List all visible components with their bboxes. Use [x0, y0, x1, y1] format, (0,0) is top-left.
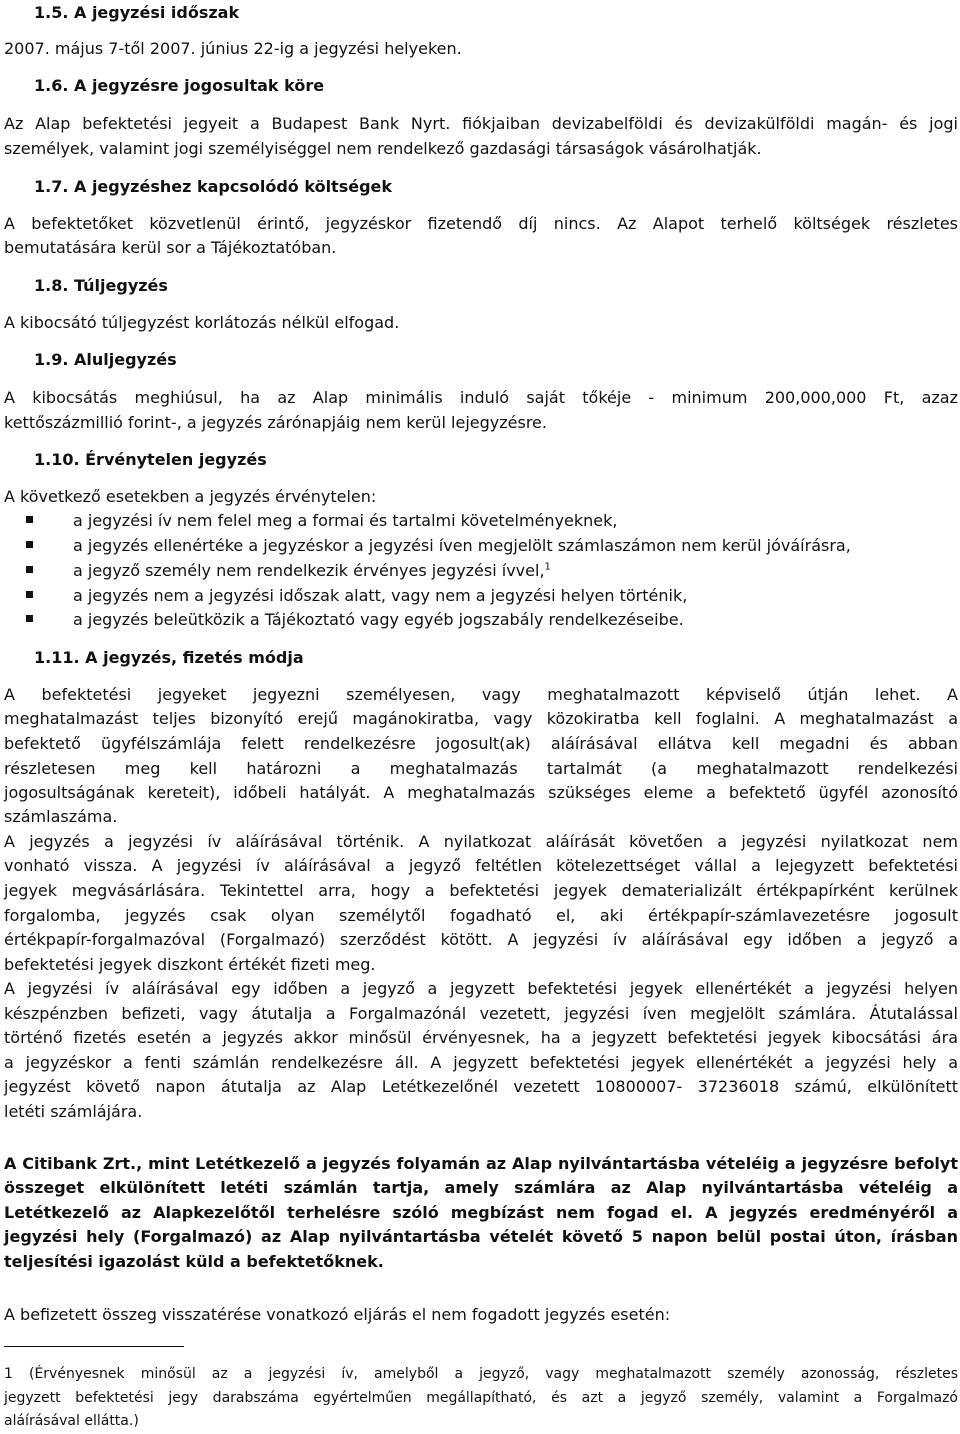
paragraph-line: jogosultságának kereteit), időbeli hatályát. A meghatalmazás szükséges eleme a befektető ügyfél azonosító [4, 783, 958, 802]
heading-1-11: 1.11. A jegyzés, fizetés módja [34, 648, 304, 667]
footnote-ref: 1 [544, 561, 551, 573]
footnote-divider [4, 1346, 184, 1347]
closing-paragraph: A befizetett összeg visszatérése vonatkozó eljárás el nem fogadott jegyzés esetén: [4, 1305, 671, 1324]
square-bullet-icon [26, 541, 33, 548]
paragraph-line: készpénzben befizeti, vagy átutalja a Forgalmazónál vezetett, jegyzési íven megjelölt számlára. Átutalással [4, 1004, 958, 1023]
bold-paragraph-line: összeget elkülönített letéti számlán tartja, amely számlára az Alap nyilvántartásba vételéig a [4, 1178, 958, 1197]
square-bullet-icon [26, 615, 33, 622]
paragraph-1-9-line-2: kettőszázmillió forint-, a jegyzés zárónapjáig nem kerül lejegyzésre. [4, 413, 547, 432]
paragraph-line: jegyek megvásárlására. Tekintettel arra, hogy a befektetési jegyek dematerializált értékpapírként kerülnek [4, 881, 958, 900]
heading-1-5: 1.5. A jegyzési időszak [34, 3, 240, 22]
paragraph-line: letéti számlájára. [4, 1102, 143, 1121]
paragraph-1-8: A kibocsátó túljegyzést korlátozás nélkül elfogad. [4, 313, 400, 332]
paragraph-1-7-line-2: bemutatására kerül sor a Tájékoztatóban. [4, 238, 337, 257]
paragraph-1-7-line-1: A befektetőket közvetlenül érintő, jegyzéskor fizetendő díj nincs. Az Alapot terhelő költségek részletes [4, 214, 958, 233]
paragraph-line: meghatalmazást teljes bizonyító erejű magánokiratba, vagy közokiratba kell foglalni. A meghatalmazást a [4, 709, 958, 728]
paragraph-1-9-line-1: A kibocsátás meghiúsul, ha az Alap minimális induló saját tőkéje - minimum 200,000,000 Ft, azaz [4, 388, 958, 407]
footnote-line: jegyzett befektetési jegy darabszáma egyértelműen megállapítható, és azt a jegyző személy, valamint a Forgalmazó [4, 1390, 958, 1406]
heading-1-6: 1.6. A jegyzésre jogosultak köre [34, 76, 325, 95]
paragraph-line: befektetési jegyek diszkont értékét fizeti meg. [4, 955, 376, 974]
heading-1-7: 1.7. A jegyzéshez kapcsolódó költségek [34, 177, 393, 196]
paragraph-line: történő fizetés esetén a jegyzés akkor minősül érvényesnek, ha a jegyzett befektetési jegyek kibocsátási ára [4, 1028, 958, 1047]
paragraph-line: befektető ügyfélszámlája felett rendelkezésre jogosult(ak) aláírásával ellátva kell megadni és abban [4, 734, 958, 753]
heading-1-10: 1.10. Érvénytelen jegyzés [34, 450, 267, 469]
list-item: a jegyző személy nem rendelkezik érvényes jegyzési ívvel,$^1$ [26, 561, 551, 581]
footnote-line: aláírásával ellátta.) [4, 1413, 139, 1429]
list-item: a jegyzés ellenértéke a jegyzéskor a jegyzési íven megjelölt számlaszámon nem kerül jóváírásra, [26, 536, 851, 556]
heading-1-9: 1.9. Aluljegyzés [34, 350, 177, 369]
paragraph-line: A jegyzés a jegyzési ív aláírásával történik. A nyilatkozat aláírását követően a jegyzési nyilatkozat nem [4, 832, 958, 851]
bold-paragraph-line: Letétkezelő az Alapkezelőtől terhelésre szóló megbízást nem fogad el. A jegyzés eredményéről a [4, 1203, 958, 1222]
paragraph-line: jegyzést követő napon átutalja az Alap Letétkezelőnél vezetett 10800007- 37236018 számú, elkülönített [4, 1077, 958, 1096]
square-bullet-icon [26, 516, 33, 523]
list-item: a jegyzés nem a jegyzési időszak alatt, vagy nem a jegyzési helyen történik, [26, 586, 687, 606]
paragraph-1-6-line-1: Az Alap befektetési jegyeit a Budapest Bank Nyrt. fiókjaiban devizabelföldi és devizakülföldi magán- és jogi [4, 114, 958, 133]
paragraph-line: a jegyzéskor a fenti számlán rendelkezésre áll. A jegyzett befektetési jegyek ellenértékét a jegyzési hely a [4, 1053, 958, 1072]
paragraph-line: részletesen meg kell határozni a meghatalmazás tartalmát (a meghatalmazott rendelkezési [4, 759, 958, 778]
paragraph-line: értékpapír-forgalmazóval (Forgalmazó) szerződést kötött. A jegyzési ív aláírásával egy időben a jegyző a [4, 930, 958, 949]
paragraph-1-6-line-2: személyek, valamint jogi személyiséggel nem rendelkező gazdasági társaságok vásárolhatják. [4, 139, 762, 158]
list-item: a jegyzés beleütközik a Tájékoztató vagy egyéb jogszabály rendelkezéseibe. [26, 610, 684, 630]
footnote-line: 1 (Érvényesnek minősül az a jegyzési ív, amelyből a jegyző, vagy meghatalmazott személy azonosság, részletes [4, 1366, 958, 1382]
paragraph-1-10-intro: A következő esetekben a jegyzés érvénytelen: [4, 487, 377, 506]
square-bullet-icon [26, 591, 33, 598]
bold-paragraph-line: jegyzési hely (Forgalmazó) az Alap nyilvántartásba vételét követő 5 napon belül postai úton, írásban [4, 1227, 958, 1246]
paragraph-line: számlaszáma. [4, 807, 118, 826]
paragraph-line: forgalomba, jegyzés csak olyan személytől fogadható el, aki értékpapír-számlavezetésre jogosult [4, 906, 958, 925]
bold-paragraph-line: A Citibank Zrt., mint Letétkezelő a jegyzés folyamán az Alap nyilvántartásba vételéig a jegyzésre befolyt [4, 1154, 958, 1173]
bold-paragraph-line: teljesítési igazolást küld a befektetőknek. [4, 1252, 384, 1271]
paragraph-1-5: 2007. május 7-től 2007. június 22-ig a jegyzési helyeken. [4, 39, 462, 58]
square-bullet-icon [26, 566, 33, 573]
paragraph-line: vonható vissza. A jegyzési ív aláírásával a jegyző feltétlen kötelezettséget vállal a lejegyzett befektetési [4, 856, 958, 875]
paragraph-line: A befektetési jegyeket jegyezni személyesen, vagy meghatalmazott képviselő útján lehet. A [4, 685, 958, 704]
paragraph-line: A jegyzési ív aláírásával egy időben a jegyző a jegyzett befektetési jegyek ellenértékét a jegyzési helyen [4, 979, 958, 998]
heading-1-8: 1.8. Túljegyzés [34, 276, 168, 295]
list-item: a jegyzési ív nem felel meg a formai és tartalmi követelményeknek, [26, 511, 617, 531]
